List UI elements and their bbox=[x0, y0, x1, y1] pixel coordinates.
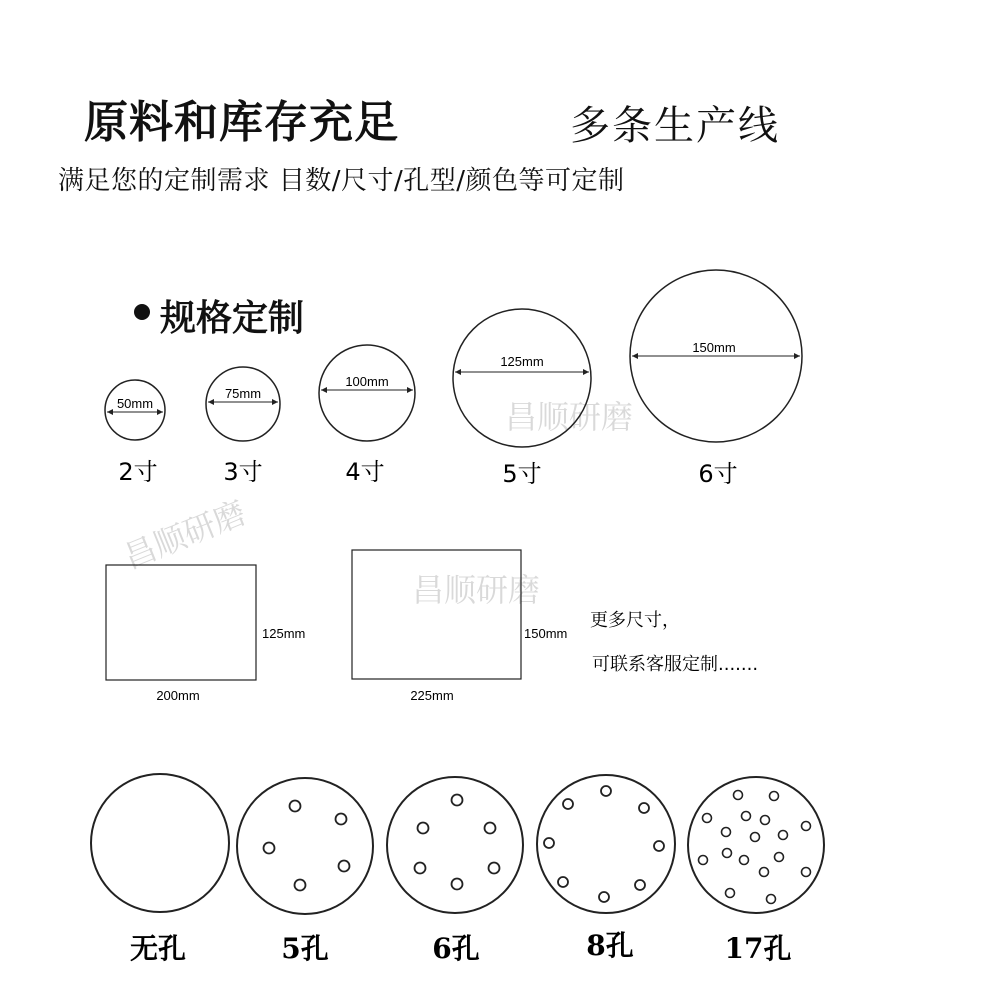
disc-outline bbox=[237, 778, 373, 914]
hole bbox=[742, 812, 751, 821]
watermark: 昌顺研磨 bbox=[412, 571, 541, 609]
hole bbox=[563, 799, 573, 809]
hole bbox=[726, 889, 735, 898]
disc-outline bbox=[688, 777, 824, 913]
hole-disc-5 bbox=[237, 778, 373, 965]
disc-outline bbox=[91, 774, 229, 912]
hole bbox=[723, 849, 732, 858]
hole bbox=[635, 880, 645, 890]
hole bbox=[639, 803, 649, 813]
headline-title-right: 多条生产线 bbox=[570, 103, 780, 149]
hole bbox=[775, 853, 784, 862]
size-disc-3 bbox=[206, 367, 280, 486]
arrowhead bbox=[407, 387, 413, 393]
arrowhead bbox=[107, 409, 113, 415]
sheet-height: 125mm bbox=[262, 626, 306, 641]
disc-size-label: 3寸 bbox=[223, 458, 263, 486]
headline-title: 原料和库存充足 bbox=[84, 97, 399, 148]
hole-pattern-label: 17孔 bbox=[724, 932, 792, 965]
hole bbox=[295, 880, 306, 891]
size-disc-5 bbox=[453, 309, 591, 488]
watermark: 昌顺研磨 bbox=[118, 493, 252, 577]
hole bbox=[779, 831, 788, 840]
sheet-225x150 bbox=[352, 550, 567, 703]
hole bbox=[452, 879, 463, 890]
hole bbox=[722, 828, 731, 837]
hole bbox=[703, 814, 712, 823]
disc-dimension: 50mm bbox=[116, 396, 154, 411]
hole bbox=[760, 868, 769, 877]
hole bbox=[452, 795, 463, 806]
hole-pattern-label: 无孔 bbox=[129, 932, 187, 965]
arrowhead bbox=[794, 353, 800, 359]
disc-size-label: 6寸 bbox=[698, 460, 738, 488]
hole bbox=[339, 861, 350, 872]
arrowhead bbox=[583, 369, 589, 375]
watermark: 昌顺研磨 bbox=[505, 398, 634, 436]
disc-outline bbox=[453, 309, 591, 447]
hole bbox=[264, 843, 275, 854]
hole-disc-none bbox=[91, 774, 229, 965]
disc-dimension: 150mm bbox=[692, 340, 736, 355]
hole bbox=[336, 814, 347, 825]
disc-dimension: 75mm bbox=[224, 386, 262, 401]
disc-outline bbox=[206, 367, 280, 441]
size-disc-6 bbox=[630, 270, 802, 488]
hole bbox=[770, 792, 779, 801]
sheet-200x125 bbox=[106, 565, 305, 703]
hole bbox=[734, 791, 743, 800]
section-title: 规格定制 bbox=[160, 298, 305, 339]
hole bbox=[489, 863, 500, 874]
hole bbox=[761, 816, 770, 825]
hole bbox=[654, 841, 664, 851]
hole bbox=[544, 838, 554, 848]
hole bbox=[485, 823, 496, 834]
disc-dimension: 100mm bbox=[345, 374, 389, 389]
hole bbox=[415, 863, 426, 874]
disc-size-label: 2寸 bbox=[118, 458, 158, 486]
hole-pattern-label: 5孔 bbox=[281, 932, 329, 965]
arrowhead bbox=[272, 399, 278, 405]
size-disc-4 bbox=[319, 345, 415, 486]
sheet-outline bbox=[352, 550, 521, 679]
hole bbox=[802, 822, 811, 831]
hole bbox=[802, 868, 811, 877]
hole-disc-6 bbox=[387, 777, 523, 965]
hole-pattern-label: 6孔 bbox=[432, 932, 480, 965]
arrowhead bbox=[632, 353, 638, 359]
hole bbox=[601, 786, 611, 796]
hole bbox=[740, 856, 749, 865]
disc-size-label: 4寸 bbox=[345, 458, 385, 486]
arrowhead bbox=[321, 387, 327, 393]
more-sizes-line1: 更多尺寸， bbox=[590, 610, 680, 631]
sheet-width: 200mm bbox=[156, 688, 200, 703]
hole-disc-8 bbox=[537, 775, 675, 962]
hole-disc-17 bbox=[688, 777, 824, 965]
more-sizes-line2: 可联系客服定制....... bbox=[592, 654, 759, 675]
hole bbox=[418, 823, 429, 834]
arrowhead bbox=[208, 399, 214, 405]
hole bbox=[751, 833, 760, 842]
disc-dimension: 125mm bbox=[500, 354, 544, 369]
size-disc-2 bbox=[105, 380, 165, 486]
hole bbox=[699, 856, 708, 865]
hole bbox=[558, 877, 568, 887]
subtitle: 满足您的定制需求 目数/尺寸/孔型/颜色等可定制 bbox=[58, 166, 625, 196]
arrowhead bbox=[455, 369, 461, 375]
hole bbox=[767, 895, 776, 904]
hole-pattern-label: 8孔 bbox=[586, 929, 634, 962]
disc-outline bbox=[319, 345, 415, 441]
disc-size-label: 5寸 bbox=[502, 460, 542, 488]
hole bbox=[599, 892, 609, 902]
sheet-width: 225mm bbox=[410, 688, 454, 703]
hole bbox=[290, 801, 301, 812]
disc-outline bbox=[387, 777, 523, 913]
arrowhead bbox=[157, 409, 163, 415]
sheet-height: 150mm bbox=[524, 626, 568, 641]
sheet-outline bbox=[106, 565, 256, 680]
